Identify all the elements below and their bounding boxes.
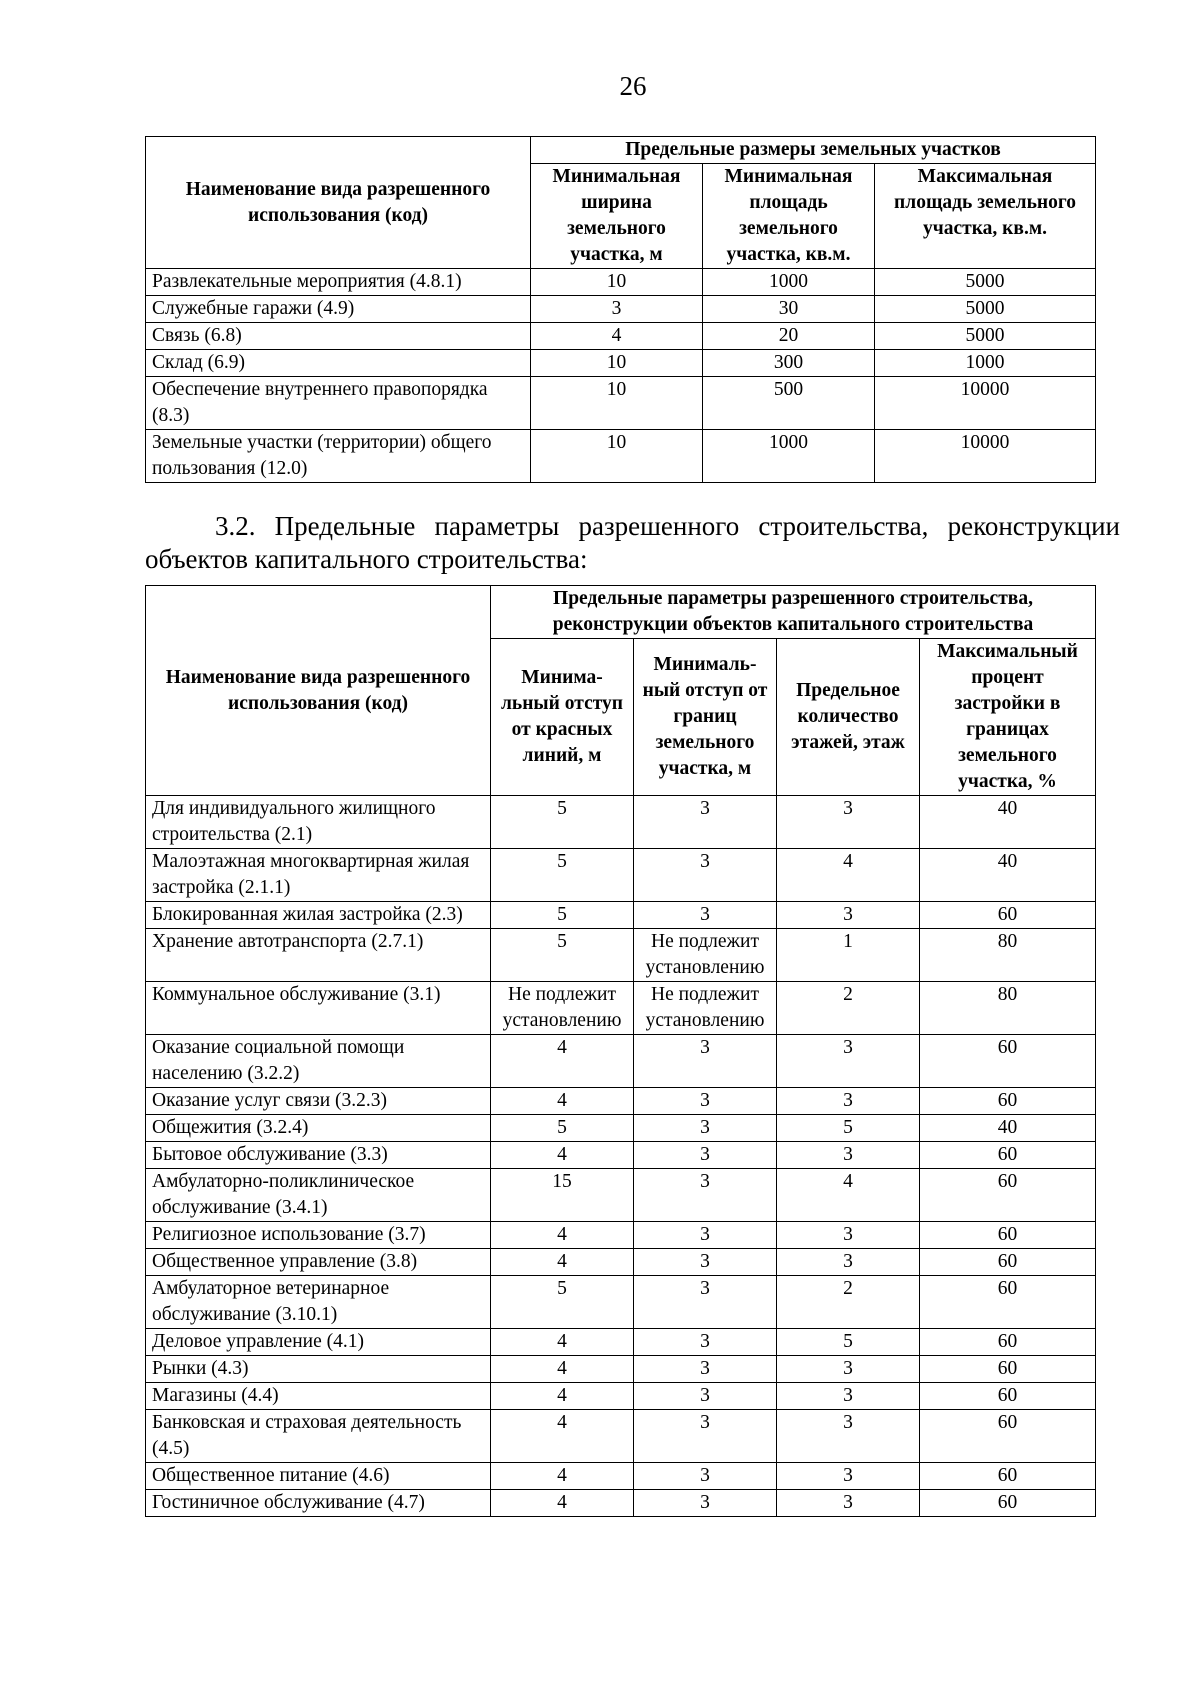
section-heading: 3.2. Предельные параметры разрешенного строительства, реконструкции объектов капитального строительства: <box>145 511 1120 574</box>
value-cell: 3 <box>634 1035 777 1088</box>
value-cell: 4 <box>531 323 703 350</box>
value-cell: 5 <box>777 1115 920 1142</box>
group-header: Предельные размеры земельных участков <box>531 137 1096 164</box>
table-row <box>146 902 1096 929</box>
land-plot-size-table <box>145 136 1096 483</box>
value-cell: 3 <box>777 1356 920 1383</box>
table-row <box>146 296 1096 323</box>
value-cell: Не подлежит установлению <box>634 982 777 1035</box>
value-cell: 3 <box>777 1383 920 1410</box>
use-type-cell: Общественное питание (4.6) <box>146 1463 491 1490</box>
value-cell: 3 <box>634 1088 777 1115</box>
value-cell: 3 <box>634 1142 777 1169</box>
value-cell: 3 <box>777 1088 920 1115</box>
value-cell: 3 <box>634 1490 777 1517</box>
value-cell: 10000 <box>875 377 1096 430</box>
table-row <box>146 849 1096 902</box>
use-type-cell: Блокированная жилая застройка (2.3) <box>146 902 491 929</box>
use-type-cell: Амбулаторно-поликлиническое обслуживание (3.4.1) <box>146 1169 491 1222</box>
value-cell: 4 <box>491 1329 634 1356</box>
value-cell: 5 <box>491 929 634 982</box>
table-row <box>146 1115 1096 1142</box>
table-row <box>146 269 1096 296</box>
value-cell: 5 <box>491 796 634 849</box>
value-cell: 4 <box>491 1035 634 1088</box>
table-row <box>146 1276 1096 1329</box>
use-type-cell: Хранение автотранспорта (2.7.1) <box>146 929 491 982</box>
table-header <box>146 137 1096 269</box>
value-cell: 3 <box>634 1356 777 1383</box>
table-row <box>146 323 1096 350</box>
use-type-cell: Оказание социальной помощи населению (3.2.2) <box>146 1035 491 1088</box>
value-cell: 10000 <box>875 430 1096 483</box>
value-cell: 3 <box>634 849 777 902</box>
table-row <box>146 796 1096 849</box>
value-cell: 10 <box>531 269 703 296</box>
table-row <box>146 350 1096 377</box>
value-cell: 1 <box>777 929 920 982</box>
value-cell: 3 <box>777 902 920 929</box>
min-width-header: Минимальная ширина земельного участка, м <box>531 164 703 269</box>
value-cell: 3 <box>634 902 777 929</box>
value-cell: 10 <box>531 350 703 377</box>
table-row <box>146 1249 1096 1276</box>
page-number: 26 <box>619 71 647 101</box>
value-cell: 60 <box>920 1088 1096 1115</box>
table-row <box>146 982 1096 1035</box>
value-cell: 60 <box>920 1463 1096 1490</box>
value-cell: 60 <box>920 1249 1096 1276</box>
name-column-header: Наименование вида разрешенного использования (код) <box>146 586 491 796</box>
use-type-cell: Земельные участки (территории) общего пользования (12.0) <box>146 430 531 483</box>
value-cell: 5 <box>777 1329 920 1356</box>
group-header: Предельные параметры разрешенного строительства, реконструкции объектов капитального строительства <box>491 586 1096 639</box>
value-cell: 80 <box>920 929 1096 982</box>
value-cell: 5000 <box>875 269 1096 296</box>
use-type-cell: Для индивидуального жилищного строительства (2.1) <box>146 796 491 849</box>
min-area-header: Минимальная площадь земельного участка, кв.м. <box>703 164 875 269</box>
value-cell: 5 <box>491 1276 634 1329</box>
value-cell: 3 <box>634 1329 777 1356</box>
value-cell: 10 <box>531 377 703 430</box>
table-body <box>146 796 1096 1517</box>
value-cell: 20 <box>703 323 875 350</box>
value-cell: 2 <box>777 982 920 1035</box>
value-cell: 4 <box>491 1410 634 1463</box>
use-type-cell: Деловое управление (4.1) <box>146 1329 491 1356</box>
value-cell: 4 <box>777 849 920 902</box>
max-area-header: Максимальная площадь земельного участка, кв.м. <box>875 164 1096 269</box>
table-body <box>146 269 1096 483</box>
value-cell: 300 <box>703 350 875 377</box>
value-cell: 3 <box>634 1383 777 1410</box>
value-cell: 3 <box>634 1463 777 1490</box>
value-cell: 3 <box>777 1490 920 1517</box>
value-cell: 4 <box>491 1490 634 1517</box>
value-cell: 3 <box>634 1169 777 1222</box>
table-header <box>146 586 1096 796</box>
use-type-cell: Коммунальное обслуживание (3.1) <box>146 982 491 1035</box>
value-cell: 3 <box>777 1222 920 1249</box>
value-cell: 60 <box>920 1142 1096 1169</box>
use-type-cell: Обеспечение внутреннего правопорядка (8.3) <box>146 377 531 430</box>
value-cell: 3 <box>634 1249 777 1276</box>
value-cell: 5 <box>491 1115 634 1142</box>
value-cell: 3 <box>777 1249 920 1276</box>
value-cell: Не подлежит установлению <box>634 929 777 982</box>
value-cell: Не подлежит установлению <box>491 982 634 1035</box>
use-type-cell: Бытовое обслуживание (3.3) <box>146 1142 491 1169</box>
table-row <box>146 1222 1096 1249</box>
use-type-cell: Малоэтажная многоквартирная жилая застройка (2.1.1) <box>146 849 491 902</box>
value-cell: 60 <box>920 1276 1096 1329</box>
use-type-cell: Рынки (4.3) <box>146 1356 491 1383</box>
max-coverage-header: Максимальный процент застройки в границах земельного участка, % <box>920 639 1096 796</box>
table-row <box>146 1463 1096 1490</box>
value-cell: 60 <box>920 1169 1096 1222</box>
min-red-line-offset-header: Минима-льный отступ от красных линий, м <box>491 639 634 796</box>
value-cell: 2 <box>777 1276 920 1329</box>
value-cell: 60 <box>920 1383 1096 1410</box>
value-cell: 4 <box>777 1169 920 1222</box>
value-cell: 10 <box>531 430 703 483</box>
table-row <box>146 1383 1096 1410</box>
construction-parameters-table <box>145 585 1096 1517</box>
table-row <box>146 1329 1096 1356</box>
use-type-cell: Общественное управление (3.8) <box>146 1249 491 1276</box>
table-row <box>146 1410 1096 1463</box>
value-cell: 60 <box>920 1329 1096 1356</box>
table-row <box>146 1169 1096 1222</box>
value-cell: 3 <box>634 1276 777 1329</box>
min-boundary-offset-header: Минималь-ный отступ от границ земельного участка, м <box>634 639 777 796</box>
value-cell: 5000 <box>875 296 1096 323</box>
value-cell: 40 <box>920 796 1096 849</box>
value-cell: 60 <box>920 1035 1096 1088</box>
use-type-cell: Развлекательные мероприятия (4.8.1) <box>146 269 531 296</box>
table-row <box>146 1490 1096 1517</box>
table-row <box>146 377 1096 430</box>
use-type-cell: Религиозное использование (3.7) <box>146 1222 491 1249</box>
value-cell: 3 <box>531 296 703 323</box>
use-type-cell: Магазины (4.4) <box>146 1383 491 1410</box>
value-cell: 80 <box>920 982 1096 1035</box>
use-type-cell: Связь (6.8) <box>146 323 531 350</box>
use-type-cell: Оказание услуг связи (3.2.3) <box>146 1088 491 1115</box>
value-cell: 3 <box>634 1115 777 1142</box>
value-cell: 5 <box>491 902 634 929</box>
value-cell: 60 <box>920 902 1096 929</box>
value-cell: 3 <box>777 796 920 849</box>
value-cell: 60 <box>920 1410 1096 1463</box>
use-type-cell: Гостиничное обслуживание (4.7) <box>146 1490 491 1517</box>
value-cell: 40 <box>920 849 1096 902</box>
value-cell: 4 <box>491 1142 634 1169</box>
value-cell: 3 <box>777 1463 920 1490</box>
value-cell: 5 <box>491 849 634 902</box>
table-row <box>146 1142 1096 1169</box>
value-cell: 4 <box>491 1383 634 1410</box>
use-type-cell: Склад (6.9) <box>146 350 531 377</box>
value-cell: 3 <box>777 1142 920 1169</box>
value-cell: 4 <box>491 1356 634 1383</box>
value-cell: 3 <box>777 1410 920 1463</box>
table-row <box>146 929 1096 982</box>
use-type-cell: Общежития (3.2.4) <box>146 1115 491 1142</box>
value-cell: 1000 <box>703 430 875 483</box>
value-cell: 3 <box>634 1222 777 1249</box>
value-cell: 60 <box>920 1356 1096 1383</box>
value-cell: 60 <box>920 1222 1096 1249</box>
value-cell: 30 <box>703 296 875 323</box>
name-column-header: Наименование вида разрешенного использования (код) <box>146 137 531 269</box>
table-row <box>146 1035 1096 1088</box>
value-cell: 4 <box>491 1088 634 1115</box>
value-cell: 500 <box>703 377 875 430</box>
value-cell: 5000 <box>875 323 1096 350</box>
table-row <box>146 1356 1096 1383</box>
table-row <box>146 430 1096 483</box>
value-cell: 3 <box>634 796 777 849</box>
value-cell: 60 <box>920 1490 1096 1517</box>
value-cell: 15 <box>491 1169 634 1222</box>
value-cell: 40 <box>920 1115 1096 1142</box>
value-cell: 4 <box>491 1249 634 1276</box>
value-cell: 1000 <box>875 350 1096 377</box>
value-cell: 1000 <box>703 269 875 296</box>
use-type-cell: Служебные гаражи (4.9) <box>146 296 531 323</box>
value-cell: 4 <box>491 1463 634 1490</box>
value-cell: 3 <box>634 1410 777 1463</box>
use-type-cell: Банковская и страховая деятельность (4.5) <box>146 1410 491 1463</box>
value-cell: 4 <box>491 1222 634 1249</box>
table-row <box>146 1088 1096 1115</box>
max-floors-header: Предельное количество этажей, этаж <box>777 639 920 796</box>
value-cell: 3 <box>777 1035 920 1088</box>
use-type-cell: Амбулаторное ветеринарное обслуживание (3.10.1) <box>146 1276 491 1329</box>
